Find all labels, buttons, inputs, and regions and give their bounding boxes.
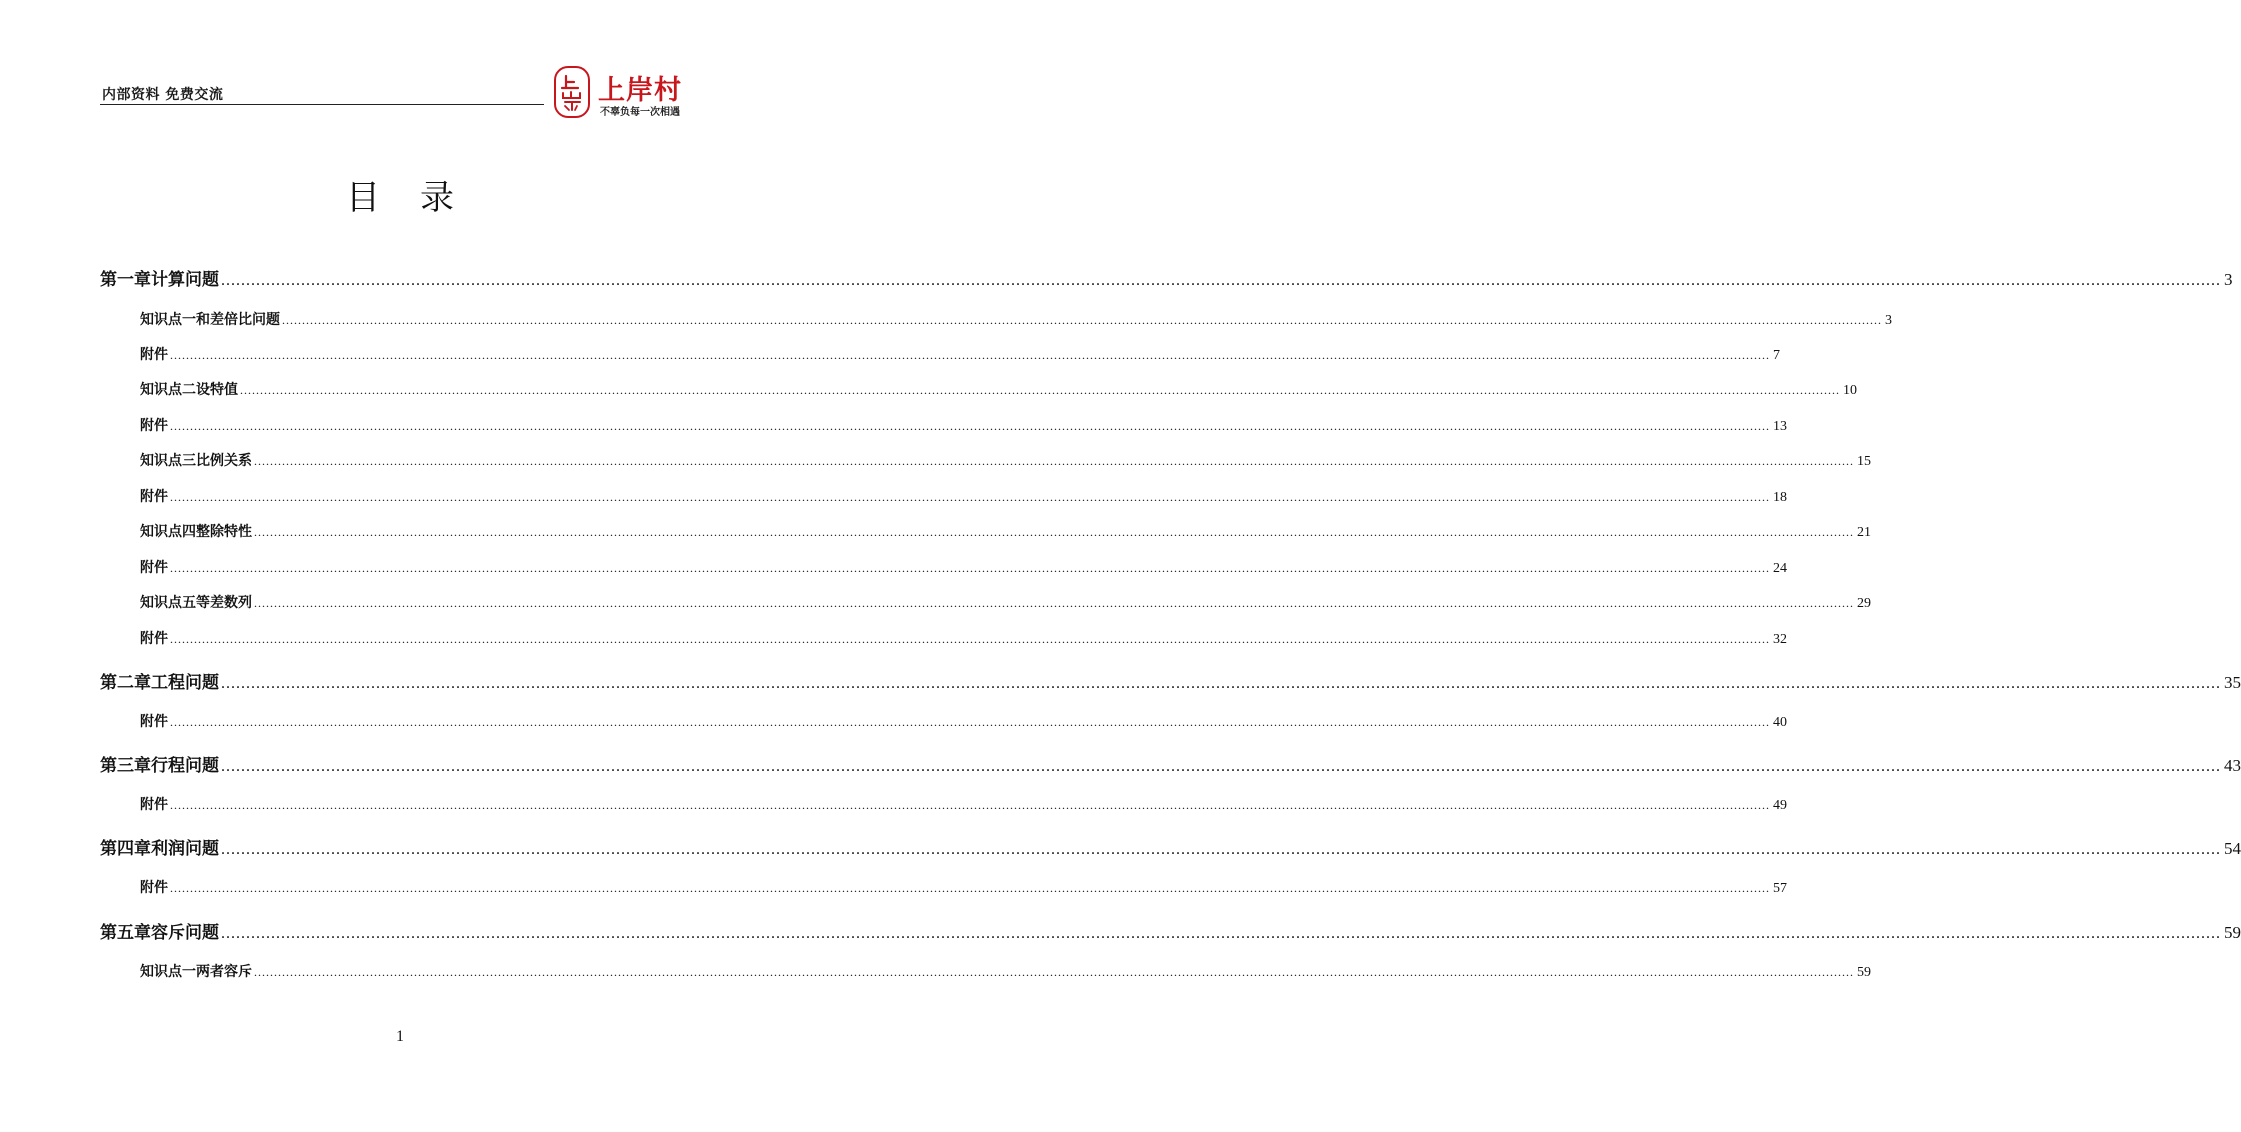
toc-entry-name: 计算问题 (151, 270, 219, 290)
toc-entry-label: 第二章 (100, 673, 151, 693)
toc-page-number: 40 (1773, 715, 1787, 730)
logo (554, 66, 694, 120)
toc-entry-label: 附件 (140, 631, 168, 647)
toc-sub-entry[interactable] (140, 344, 1780, 364)
toc-dot-leader: ................................................................................................................................................................................................................................................................................................................................................................................................................ (170, 561, 1770, 575)
toc-dot-leader: ................................................................................................................................................................................................................................................................................................................................................................................................................ (221, 841, 2221, 858)
toc-page-number: 24 (1773, 561, 1787, 576)
toc-page-number: 59 (1857, 965, 1871, 980)
toc-entry-label: 附件 (140, 347, 168, 363)
toc-sub-entry[interactable] (140, 628, 1787, 648)
toc-chapter-entry[interactable] (100, 668, 2241, 693)
toc-sub-entry[interactable] (140, 450, 1871, 470)
toc-entry-label: 第三章 (100, 756, 151, 776)
toc-page-number: 29 (1857, 596, 1871, 611)
toc-page-number: 7 (1773, 348, 1780, 363)
toc-sub-entry[interactable] (140, 794, 1787, 814)
toc-dot-leader: ................................................................................................................................................................................................................................................................................................................................................................................................................ (254, 596, 1854, 610)
page-title: 目录 (346, 178, 494, 218)
toc-dot-leader: ................................................................................................................................................................................................................................................................................................................................................................................................................ (170, 881, 1770, 895)
toc-sub-entry[interactable] (140, 521, 1871, 541)
toc-chapter-entry[interactable] (100, 265, 2233, 290)
toc-page-number: 21 (1857, 525, 1871, 540)
toc-dot-leader: ................................................................................................................................................................................................................................................................................................................................................................................................................ (170, 490, 1770, 504)
toc-entry-label: 附件 (140, 560, 168, 576)
toc-entry-label: 附件 (140, 797, 168, 813)
page-header (100, 82, 544, 105)
toc-entry-name: 和差倍比问题 (196, 312, 280, 328)
toc-dot-leader: ................................................................................................................................................................................................................................................................................................................................................................................................................ (254, 525, 1854, 539)
logo-slogan: 不辜负每一次相遇 (600, 107, 680, 118)
toc-entry-name: 行程问题 (151, 756, 219, 776)
toc-sub-entry[interactable] (140, 877, 1787, 897)
toc-entry-name: 整除特性 (196, 524, 252, 540)
toc-page-number: 35 (2224, 673, 2241, 692)
toc-page-number: 3 (2224, 270, 2233, 289)
toc-entry-name: 两者容斥 (196, 964, 252, 980)
toc-dot-leader: ................................................................................................................................................................................................................................................................................................................................................................................................................ (170, 632, 1770, 646)
toc-sub-entry[interactable] (140, 309, 1892, 329)
toc-entry-name: 容斥问题 (151, 923, 219, 943)
toc-page-number: 54 (2224, 839, 2241, 858)
toc-entry-label: 附件 (140, 489, 168, 505)
toc-page-number: 10 (1843, 383, 1857, 398)
toc-entry-label: 知识点二 (140, 382, 196, 398)
toc-entry-name: 等差数列 (196, 595, 252, 611)
toc-sub-entry[interactable] (140, 415, 1787, 435)
toc-dot-leader: ................................................................................................................................................................................................................................................................................................................................................................................................................ (254, 454, 1854, 468)
toc-sub-entry[interactable] (140, 379, 1857, 399)
logo-seal-icon (554, 66, 590, 118)
toc-page-number: 59 (2224, 923, 2241, 942)
toc-sub-entry[interactable] (140, 592, 1871, 612)
toc-dot-leader: ................................................................................................................................................................................................................................................................................................................................................................................................................ (254, 965, 1854, 979)
toc-dot-leader: ................................................................................................................................................................................................................................................................................................................................................................................................................ (170, 798, 1770, 812)
toc-dot-leader: ................................................................................................................................................................................................................................................................................................................................................................................................................ (240, 383, 1840, 397)
toc-page-number: 49 (1773, 798, 1787, 813)
toc-entry-name: 利润问题 (151, 839, 219, 859)
toc-entry-label: 知识点一 (140, 312, 196, 328)
toc-sub-entry[interactable] (140, 486, 1787, 506)
page-number: 1 (396, 1028, 404, 1045)
toc-entry-name: 比例关系 (196, 453, 252, 469)
toc-entry-label: 附件 (140, 714, 168, 730)
toc-entry-label: 附件 (140, 418, 168, 434)
toc-page-number: 18 (1773, 490, 1787, 505)
toc-entry-label: 第四章 (100, 839, 151, 859)
logo-title: 上岸村 (598, 75, 682, 106)
toc-dot-leader: ................................................................................................................................................................................................................................................................................................................................................................................................................ (282, 313, 1882, 327)
header-text: 内部资料 免费交流 (102, 87, 224, 103)
toc-page-number: 57 (1773, 881, 1787, 896)
toc-entry-label: 知识点一 (140, 964, 196, 980)
toc-entry-label: 第一章 (100, 270, 151, 290)
toc-page-number: 32 (1773, 632, 1787, 647)
toc-dot-leader: ................................................................................................................................................................................................................................................................................................................................................................................................................ (221, 925, 2221, 942)
toc-chapter-entry[interactable] (100, 751, 2241, 776)
toc-entry-label: 知识点四 (140, 524, 196, 540)
toc-entry-name: 设特值 (196, 382, 238, 398)
toc-dot-leader: ................................................................................................................................................................................................................................................................................................................................................................................................................ (170, 715, 1770, 729)
toc-dot-leader: ................................................................................................................................................................................................................................................................................................................................................................................................................ (170, 419, 1770, 433)
toc-chapter-entry[interactable] (100, 918, 2241, 943)
toc-dot-leader: ................................................................................................................................................................................................................................................................................................................................................................................................................ (221, 758, 2221, 775)
toc-sub-entry[interactable] (140, 557, 1787, 577)
toc-chapter-entry[interactable] (100, 834, 2241, 859)
toc-dot-leader: ................................................................................................................................................................................................................................................................................................................................................................................................................ (221, 675, 2221, 692)
toc-dot-leader: ................................................................................................................................................................................................................................................................................................................................................................................................................ (170, 348, 1770, 362)
toc-page-number: 3 (1885, 313, 1892, 328)
toc-page-number: 43 (2224, 756, 2241, 775)
toc-entry-label: 知识点五 (140, 595, 196, 611)
toc-entry-label: 知识点三 (140, 453, 196, 469)
toc-entry-name: 工程问题 (151, 673, 219, 693)
toc-dot-leader: ................................................................................................................................................................................................................................................................................................................................................................................................................ (221, 272, 2221, 289)
toc-entry-label: 附件 (140, 880, 168, 896)
toc-entry-label: 第五章 (100, 923, 151, 943)
toc-sub-entry[interactable] (140, 961, 1871, 981)
toc-page-number: 13 (1773, 419, 1787, 434)
toc-sub-entry[interactable] (140, 711, 1787, 731)
toc-page-number: 15 (1857, 454, 1871, 469)
